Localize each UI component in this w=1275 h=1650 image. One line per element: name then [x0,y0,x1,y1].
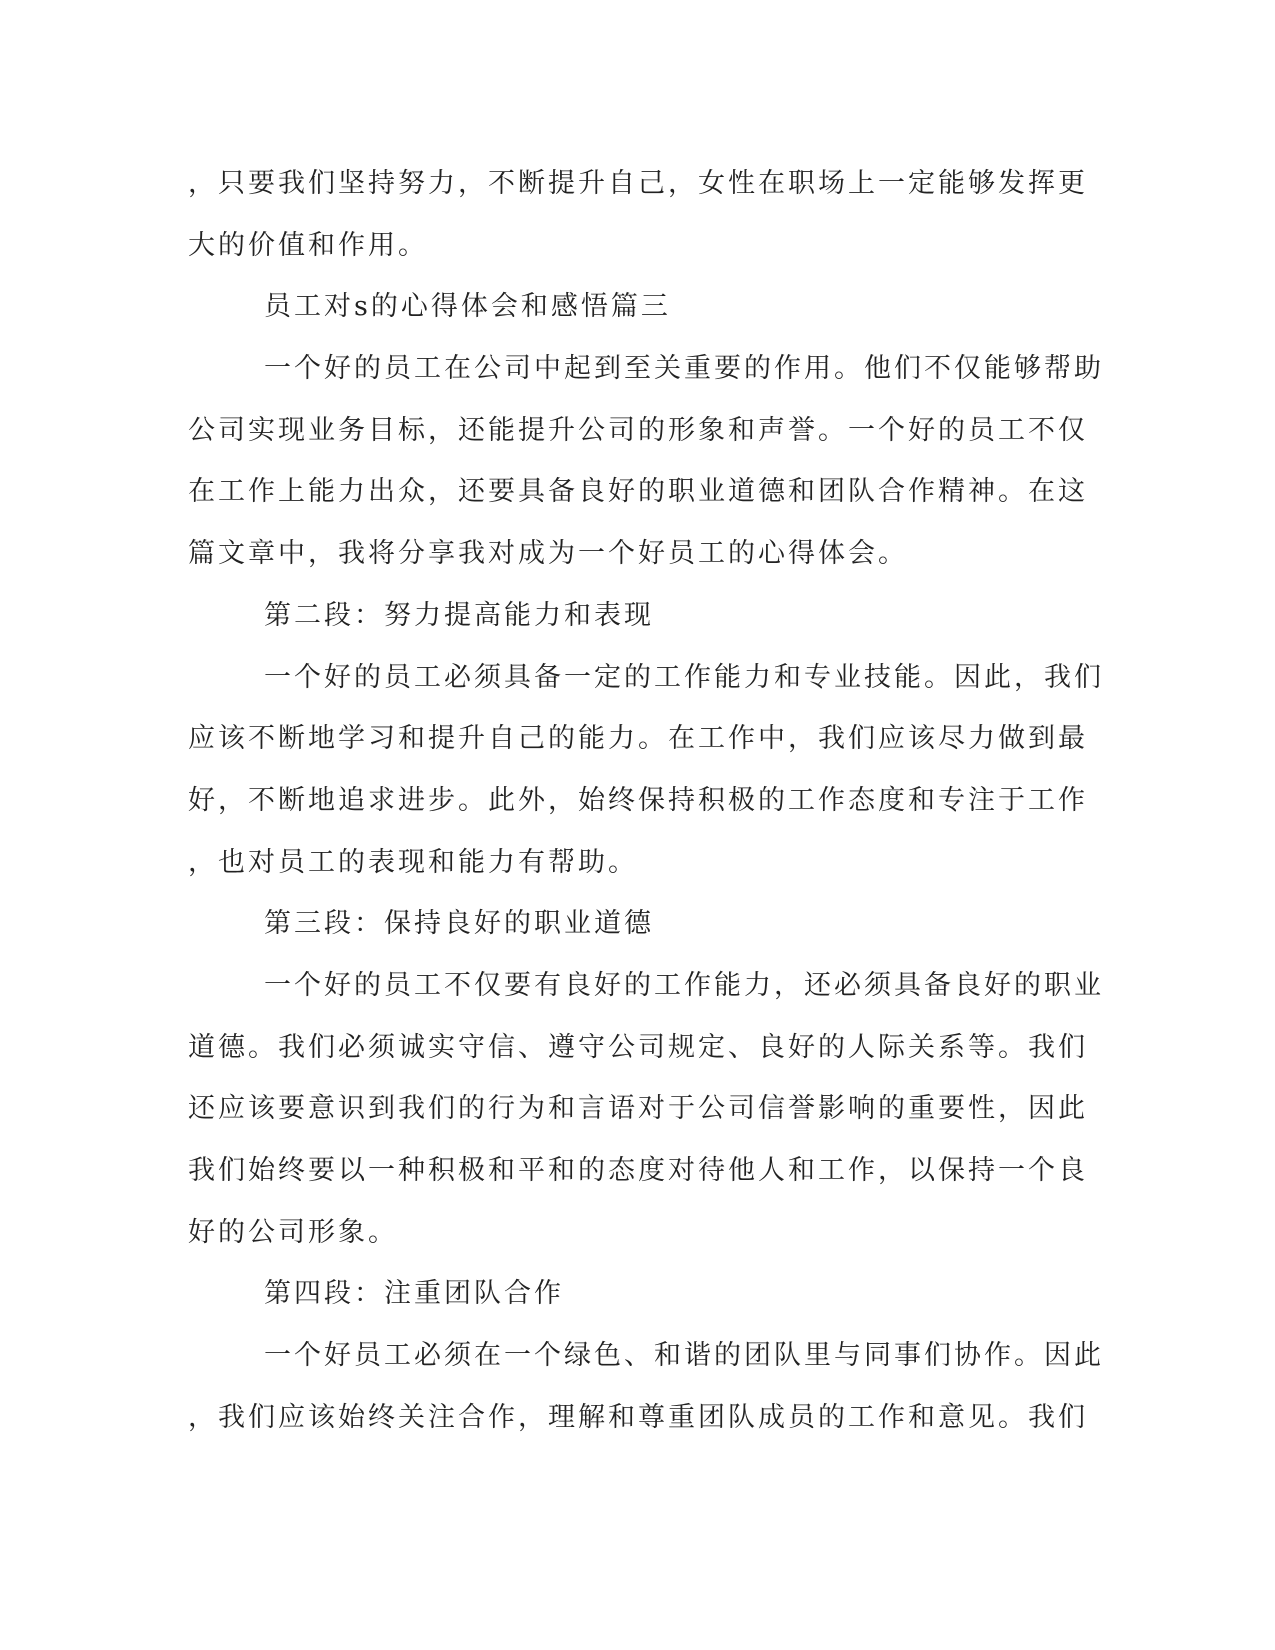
text-line: ，也对员工的表现和能力有帮助。 [188,846,638,878]
text-line: 在工作上能力出众，还要具备良好的职业道德和团队合作精神。在这 [188,476,1088,508]
text-line: 员工对s的心得体会和感悟篇三 [264,291,671,323]
text-line: 第三段：保持良好的职业道德 [264,908,654,940]
text-line: 一个好的员工不仅要有良好的工作能力，还必须具备良好的职业 [264,969,1104,1001]
text-line: 一个好的员工必须具备一定的工作能力和专业技能。因此，我们 [264,661,1104,693]
text-line: 道德。我们必须诚实守信、遵守公司规定、良好的人际关系等。我们 [188,1031,1088,1063]
document-body [188,153,1104,1448]
text-line: 还应该要意识到我们的行为和言语对于公司信誉影响的重要性，因此 [188,1093,1088,1125]
text-line: 我们始终要以一种积极和平和的态度对待他人和工作，以保持一个良 [188,1155,1088,1186]
text-line: ，我们应该始终关注合作，理解和尊重团队成员的工作和意见。我们 [188,1401,1088,1433]
text-line: ，只要我们坚持努力，不断提升自己，女性在职场上一定能够发挥更 [188,168,1088,199]
text-line: 公司实现业务目标，还能提升公司的形象和声誉。一个好的员工不仅 [188,414,1088,446]
text-line: 一个好员工必须在一个绿色、和谐的团队里与同事们协作。因此 [264,1340,1104,1372]
text-line: 一个好的员工在公司中起到至关重要的作用。他们不仅能够帮助 [264,353,1104,385]
text-line: 第二段：努力提高能力和表现 [264,599,654,631]
text-line: 好，不断地追求进步。此外，始终保持积极的工作态度和专注于工作 [188,784,1088,816]
text-line: 应该不断地学习和提升自己的能力。在工作中，我们应该尽力做到最 [188,723,1088,755]
text-line: 篇文章中，我将分享我对成为一个好员工的心得体会。 [188,538,908,570]
text-line: 第四段：注重团队合作 [264,1278,564,1310]
text-line: 好的公司形象。 [188,1216,398,1248]
text-line: 大的价值和作用。 [188,229,428,261]
